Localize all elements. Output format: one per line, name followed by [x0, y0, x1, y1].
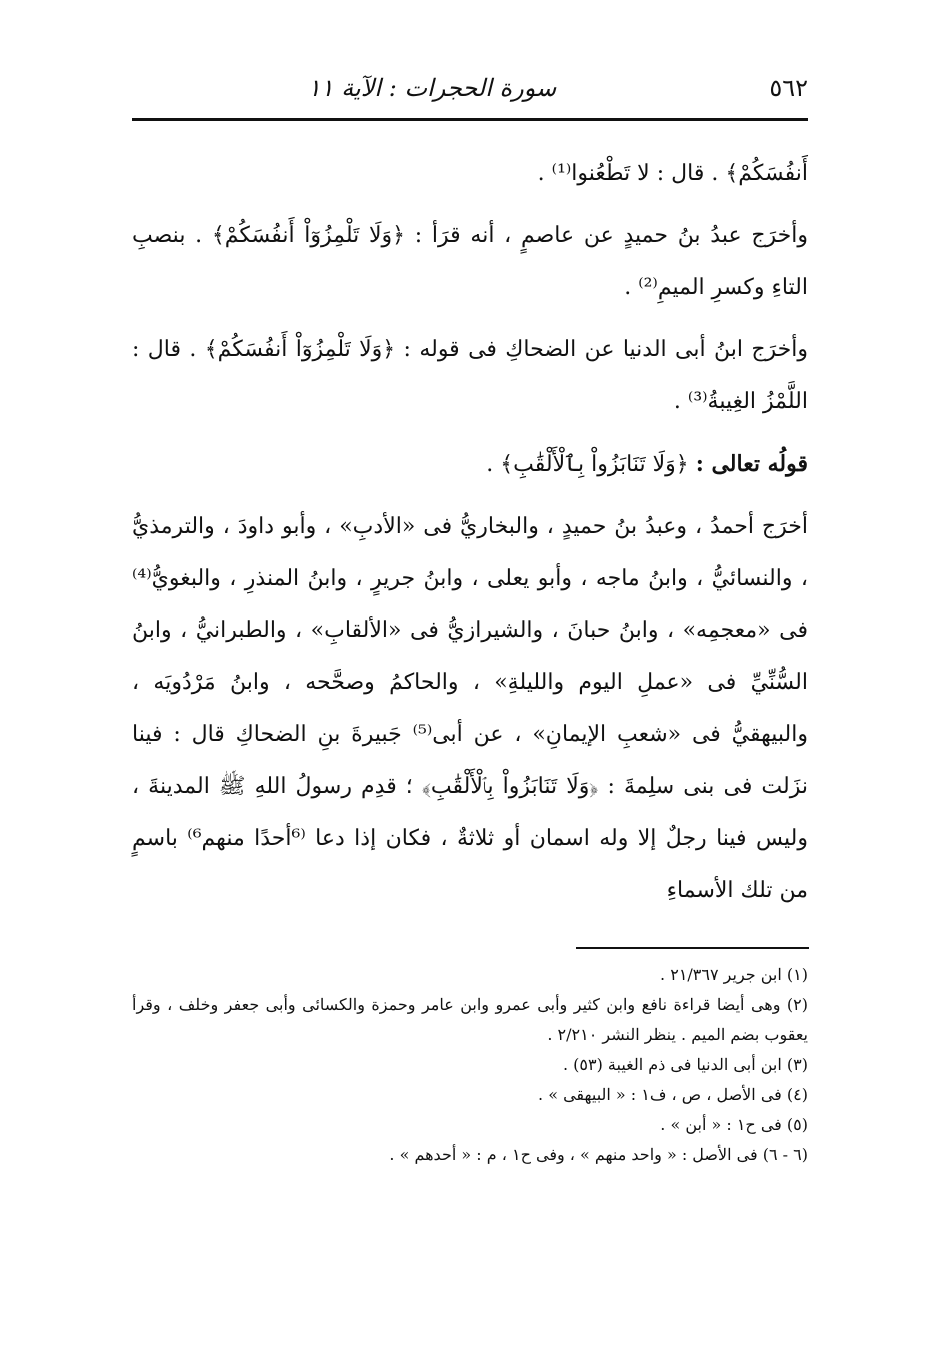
main-text — [132, 148, 808, 917]
footnote-divider — [576, 947, 809, 949]
footnote-1: (١) ابن جرير ٢١/٣٦٧ . — [660, 965, 808, 984]
paragraph-3: وأخرَج ابنُ أبى الدنيا عن الضحاكِ فى قوله : ﴿وَلَا تَلْمِزُوٓاْ أَنفُسَكُمْ﴾ . قال : اللَّمْزُ الغِيبةُ⁽³⁾ . — [132, 337, 808, 414]
footnotes — [132, 960, 808, 1170]
paragraph-2: وأخرَج عبدُ بنُ حميدٍ عن عاصمٍ ، أنه قرَأ : ﴿وَلَا تَلْمِزُوٓاْ أَنفُسَكُمْ﴾ . بنصبِ التاءِ وكسرِ الميمِ⁽²⁾ . — [132, 223, 808, 300]
running-title: سورة الحجرات : الآية ١١ — [307, 74, 557, 102]
footnote-5: (٥) فى ح١ : « أبن » . — [660, 1115, 808, 1134]
page-number: ٥٦٢ — [769, 74, 808, 102]
paragraph-1: أَنفُسَكُمْ﴾ . قال : لا تَطْعُنوا⁽¹⁾ . — [537, 161, 808, 186]
footnote-2: (٢) وهى أيضا قراءة نافع وابن كثير وأبى عمرو وابن عامر وحمزة والكسائى وأبى جعفر وخلف ، وقرأ يعقوب بضم الميم . ينظر النشر ٢/٢١٠ . — [132, 995, 808, 1044]
footnote-4: (٤) فى الأصل ، ص ، ف١ : « البيهقى » . — [538, 1085, 808, 1104]
paragraph-5: أخرَج أحمدُ ، وعبدُ بنُ حميدٍ ، والبخاريُّ فى «الأدبِ» ، وأبو داودَ ، والترمذيُّ ، والنسائيُّ ، وابنُ ماجه ، وأبو يعلى ، وابنُ جريرٍ ، وابنُ المنذرِ ، والبغويُّ⁽⁴⁾ فى «معجمِه» ، وابنُ حبانَ ، والشيرازيُّ فى «الألقابِ» ، والطبرانيُّ ، وابنُ السُّنِّيِّ فى «عملِ اليوم والليلةِ» ، والحاكمُ وصحَّحه ، وابنُ مَرْدُويَه ، والبيهقيُّ فى «شعبِ الإيمانِ» ، عن أبى⁽⁵⁾ جَبيرةَ بنِ الضحاكِ قال : فينا نزَلت فى بنى سلِمةَ : ﴿وَلَا تَنَابَزُواْ بِٱلْأَلْقَٰبِ﴾ ؛ قدِم رسولُ اللهِ ﷺ المدينةَ ، وليس فينا رجلٌ إلا وله اسمان أو ثلاثةٌ ، فكان إذا دعا ⁽⁶أحدًا منهم⁶⁾ باسمٍ من تلك الأسماءِ — [132, 514, 808, 903]
footnote-3: (٣) ابن أبى الدنيا فى ذم الغيبة (٥٣) . — [562, 1055, 808, 1074]
verse-heading: قولُه تعالى : — [695, 451, 808, 477]
header-divider — [132, 118, 808, 121]
verse-quote: ﴿وَلَا تَنَابَزُواْ بِٱلْأَلْقَٰبِ﴾ . — [486, 452, 689, 477]
page-header — [132, 68, 808, 112]
paragraph-4 — [132, 438, 808, 491]
footnote-6: (٦ - ٦) فى الأصل : « واحد منهم » ، وفى ح١ ، م : « أحدهم » . — [389, 1145, 808, 1164]
